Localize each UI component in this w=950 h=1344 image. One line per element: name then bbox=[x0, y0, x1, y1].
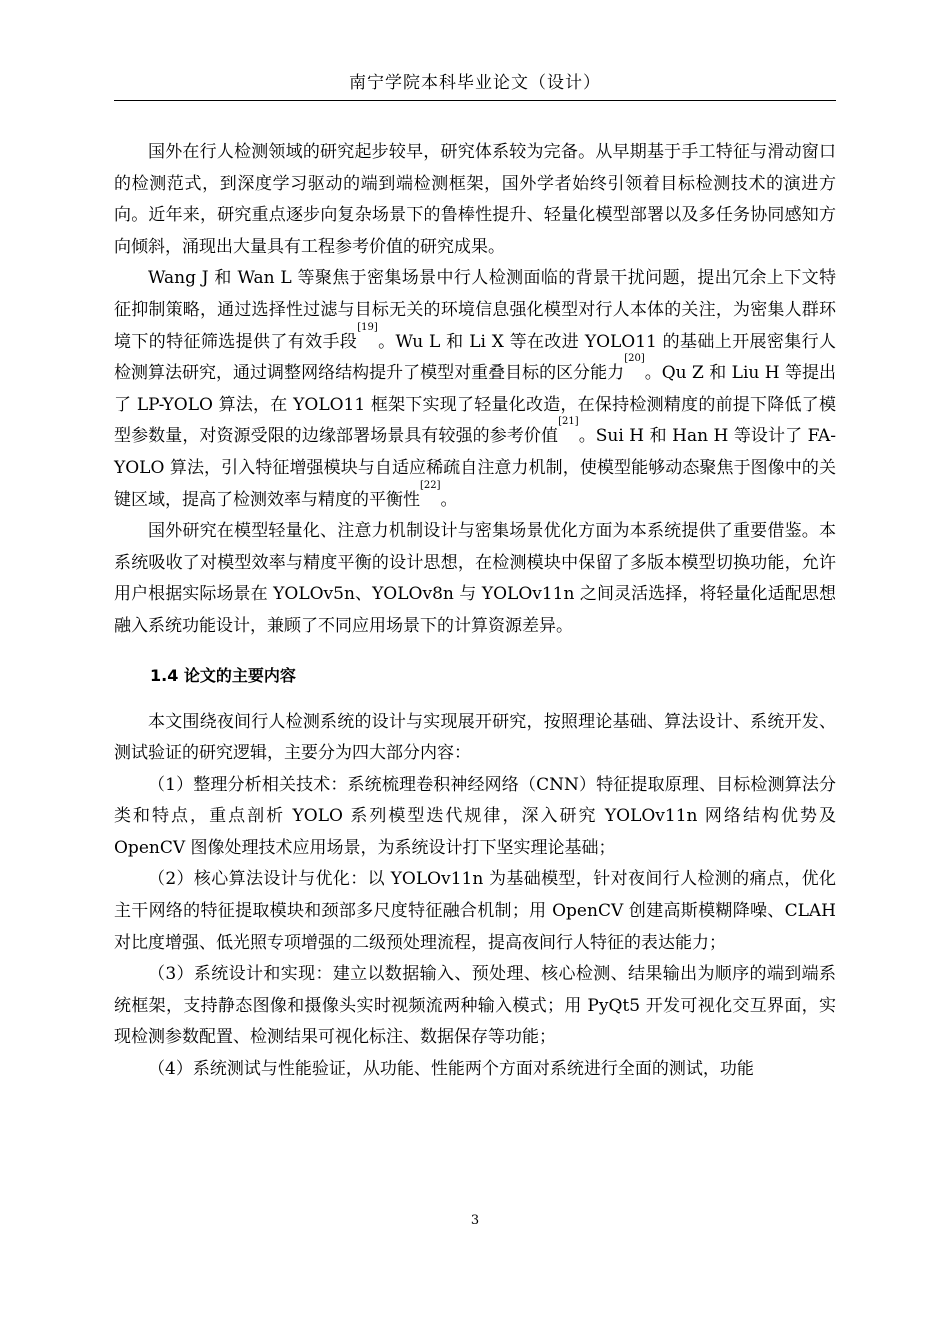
section-heading: 1.4 论文的主要内容 bbox=[150, 665, 296, 685]
paragraph-item-4: （4）系统测试与性能验证，从功能、性能两个方面对系统进行全面的测试，功能 bbox=[148, 1059, 754, 1080]
paragraph-item-2: （2）核心算法设计与优化：以 YOLOv11n 为基础模型，针对夜间行人检测的痛点，优化主干网络的特征提取模块和颈部多尺度特征融合机制；用 OpenCV 创建高斯模糊降噪、CLAH 对比度增强、低光照专项增强的二级预处理流程，提高夜间行人特征的表达能力； bbox=[114, 869, 836, 953]
paragraph-foreign-overview: 国外在行人检测领域的研究起步较早，研究体系较为完备。从早期基于手工特征与滑动窗口的检测范式，到深度学习驱动的端到端检测框架，国外学者始终引领着目标检测技术的演进方向。近年来，研究重点逐步向复杂场景下的鲁棒性提升、轻量化模型部署以及多任务协同感知方向倾斜，涌现出大量具有工程参考价值的研究成果。 bbox=[114, 142, 836, 257]
citation-20: [20] bbox=[624, 353, 645, 365]
paragraph-foreign-summary: 国外研究在模型轻量化、注意力机制设计与密集场景优化方面为本系统提供了重要借鉴。本系统吸收了对模型效率与精度平衡的设计思想，在检测模块中保留了多版本模型切换功能，允许用户根据实际场景在 YOLOv5n、YOLOv8n 与 YOLOv11n 之间灵活选择，将轻量化适配思想融入系统功能设计，兼顾了不同应用场景下的计算资源差异。 bbox=[114, 521, 836, 636]
citation-22: [22] bbox=[420, 479, 441, 491]
paragraph-item-1: （1）整理分析相关技术：系统梳理卷积神经网络（CNN）特征提取原理、目标检测算法分类和特点，重点剖析 YOLO 系列模型迭代规律，深入研究 YOLOv11n 网络结构优势及 OpenCV 图像处理技术应用场景，为系统设计打下坚实理论基础； bbox=[114, 774, 836, 858]
header-rule bbox=[114, 100, 836, 101]
page-number: 3 bbox=[470, 1213, 480, 1228]
paragraph-text: 。Qu Z 和 Liu H 等提出了 LP-YOLO 算法，在 YOLO11 框架下实现了轻量化改造，在保持检测精度的前提下降低了模型参数量，对资源受限的边缘部署场景具有较强的参考价值 bbox=[114, 363, 836, 447]
paragraph-text: 。 bbox=[440, 489, 458, 510]
paragraph-text: Wang J 和 Wan L 等聚焦于密集场景中行人检测面临的背景干扰问题，提出冗余上下文特征抑制策略，通过选择性过滤与目标无关的环境信息强化模型对行人本体的关注，为密集人群环境下的特征筛选提供了有效手段 bbox=[114, 268, 836, 352]
citation-19: [19] bbox=[357, 321, 378, 333]
running-header: 南宁学院本科毕业论文（设计） bbox=[349, 73, 601, 93]
page-body bbox=[114, 137, 836, 1086]
paragraph-text: 。Wu L 和 Li X 等在改进 YOLO11 的基础上开展密集行人检测算法研究，通过调整网络结构提升了模型对重叠目标的区分能力 bbox=[114, 331, 837, 384]
paragraph-text: 。Sui H 和 Han H 等设计了 FA-YOLO 算法，引入特征增强模块与自适应稀疏自注意力机制，使模型能够动态聚焦于图像中的关键区域，提高了检测效率与精度的平衡性 bbox=[114, 426, 836, 510]
paragraph-foreign-works bbox=[114, 263, 836, 516]
paragraph-item-3: （3）系统设计和实现：建立以数据输入、预处理、核心检测、结果输出为顺序的端到端系统框架，支持静态图像和摄像头实时视频流两种输入模式；用 PyQt5 开发可视化交互界面，实现检测参数配置、检测结果可视化标注、数据保存等功能； bbox=[114, 964, 836, 1048]
paragraph-content-intro: 本文围绕夜间行人检测系统的设计与实现展开研究，按照理论基础、算法设计、系统开发、测试验证的研究逻辑，主要分为四大部分内容： bbox=[114, 711, 836, 764]
citation-21: [21] bbox=[558, 416, 579, 428]
